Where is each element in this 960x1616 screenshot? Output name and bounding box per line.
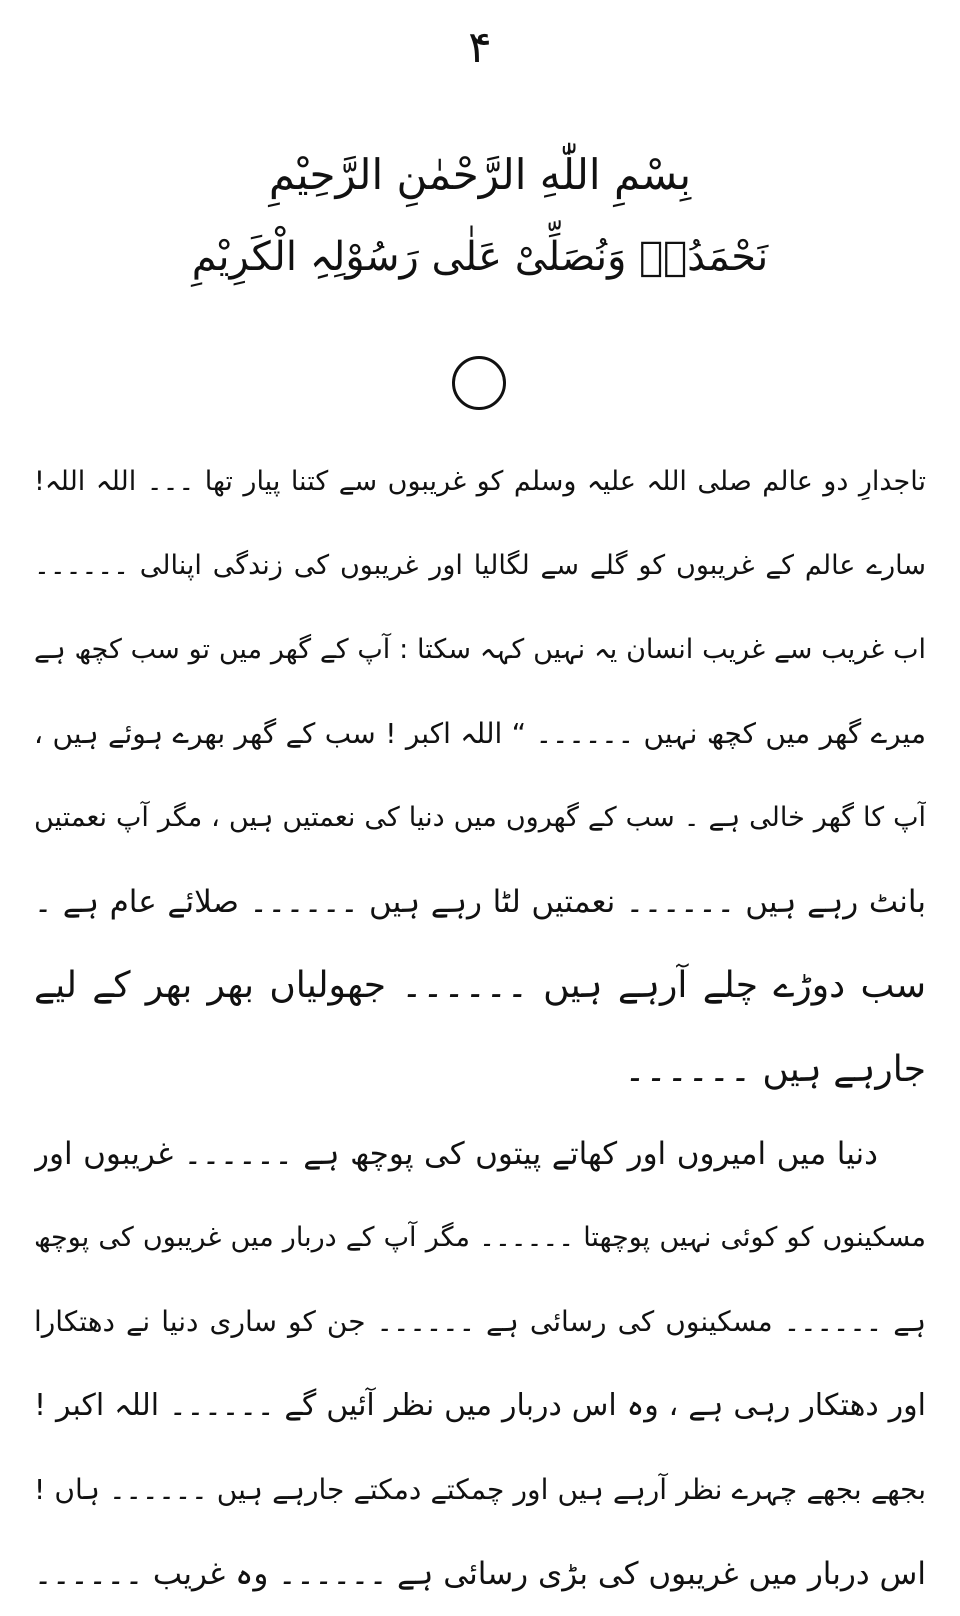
text-line: تاجدارِ دو عالم صلی اللہ علیہ وسلم کو غریبوں سے کتنا پیار تھا ۔۔۔ اللہ اللہ! (34, 466, 926, 497)
bismillah-heading: بِسْمِ اللّٰهِ الرَّحْمٰنِ الرَّحِیْمِ (268, 150, 692, 199)
text-line: اس دربار میں غریبوں کی بڑی رسائی ہے ۔۔۔۔۔۔ وہ غریب ۔۔۔۔۔۔ (34, 1556, 926, 1592)
page-number: ۴ (468, 22, 492, 73)
text-line: بجھے بجھے چہرے نظر آرہے ہیں اور چمکتے دمکتے جارہے ہیں ۔۔۔۔۔۔ ہاں ! (34, 1473, 926, 1506)
text-line: میرے گھر میں کچھ نہیں ۔۔۔۔۔۔ “ اللہ اکبر ! سب کے گھر بھرے ہوئے ہیں ، (34, 717, 926, 750)
salutation-heading: نَحْمَدُہٗ وَنُصَلِّیْ عَلٰی رَسُوْلِہِ الْکَرِیْمِ (191, 234, 769, 280)
text-line: آپ کا گھر خالی ہے ۔ سب کے گھروں میں دنیا کی نعمتیں ہیں ، مگر آپ نعمتیں (34, 802, 926, 833)
text-line: دنیا میں امیروں اور کھاتے پیتوں کی پوچھ ہے ۔۔۔۔۔۔ غریبوں اور (34, 1136, 878, 1172)
text-line: سب دوڑے چلے آرہے ہیں ۔۔۔۔۔۔ جھولیاں بھر بھر کے لیے (34, 965, 926, 1006)
text-line: جارہے ہیں ۔۔۔۔۔۔ (624, 1049, 926, 1090)
text-line: اور دھتکار رہی ہے ، وہ اس دربار میں نظر آئیں گے ۔۔۔۔۔۔ اللہ اکبر ! (34, 1388, 926, 1423)
body-text (34, 440, 926, 1616)
circle-ornament-icon (452, 356, 506, 410)
text-line: بانٹ رہے ہیں ۔۔۔۔۔۔ نعمتیں لٹا رہے ہیں ۔۔۔۔۔۔ صلائے عام ہے ۔ (34, 884, 926, 920)
text-line: مسکینوں کو کوئی نہیں پوچھتا ۔۔۔۔۔۔ مگر آپ کے دربار میں غریبوں کی پوچھ (34, 1222, 926, 1253)
text-line: سارے عالم کے غریبوں کو گلے سے لگالیا اور غریبوں کی زندگی اپنالی ۔۔۔۔۔۔ (34, 550, 926, 581)
text-line: ہے ۔۔۔۔۔۔ مسکینوں کی رسائی ہے ۔۔۔۔۔۔ جن کو ساری دنیا نے دھتکارا (34, 1305, 926, 1338)
text-line: اب غریب سے غریب انسان یہ نہیں کہہ سکتا : آپ کے گھر میں تو سب کچھ ہے (34, 634, 926, 665)
